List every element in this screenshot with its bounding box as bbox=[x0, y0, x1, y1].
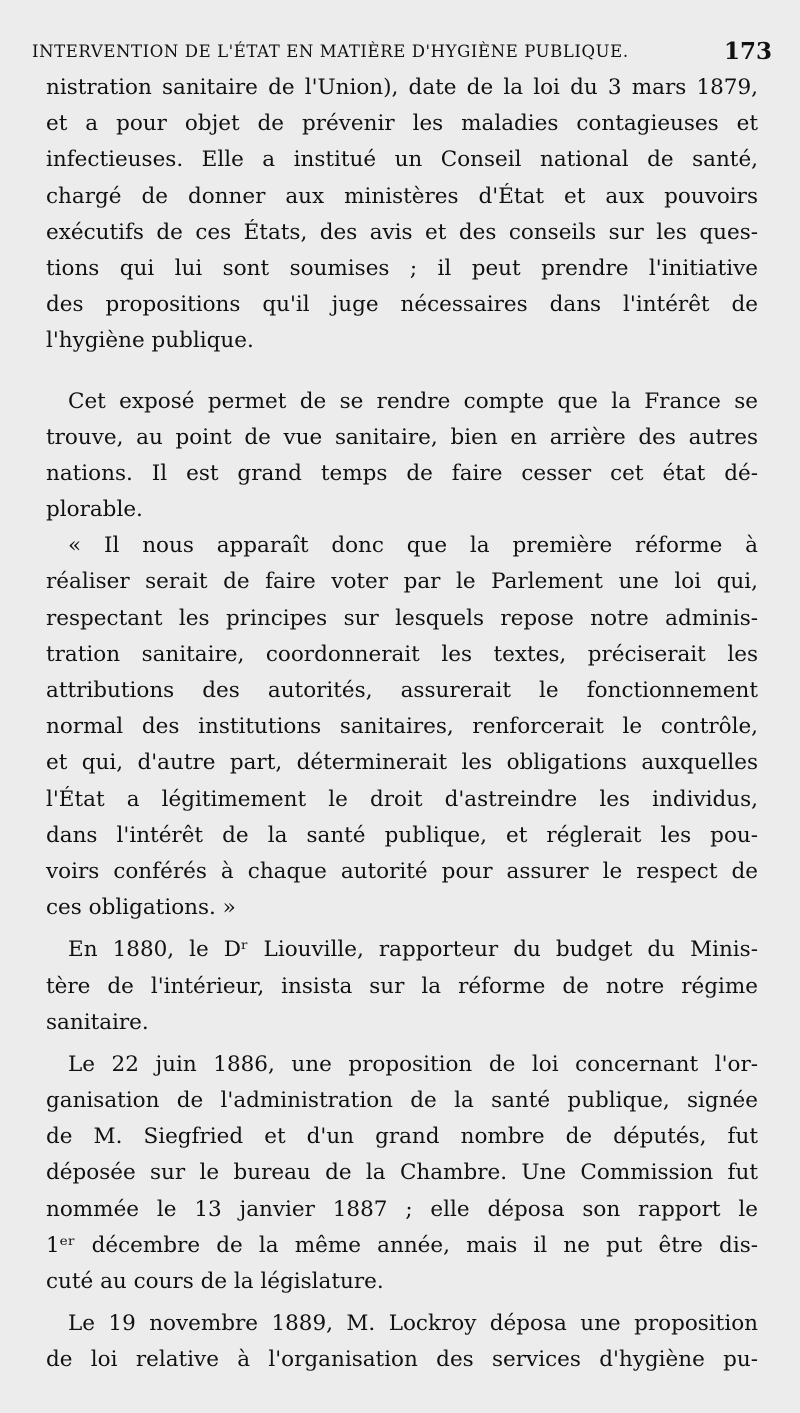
text-line: ganisation de l'administration de la santé publique, signée bbox=[46, 1088, 758, 1114]
text-line: infectieuses. Elle a institué un Conseil national de santé, bbox=[46, 147, 758, 173]
text-line: de loi relative à l'organisation des services d'hygiène pu- bbox=[46, 1347, 758, 1373]
text-line: Le 22 juin 1886, une proposition de loi concernant l'or- bbox=[68, 1051, 758, 1077]
text-line: tère de l'intérieur, insista sur la réforme de notre régime bbox=[46, 973, 758, 999]
text-line: sanitaire. bbox=[46, 1009, 149, 1035]
body-text bbox=[46, 70, 758, 1379]
text-line: En 1880, le Dʳ Liouville, rapporteur du budget du Minis- bbox=[68, 937, 758, 963]
text-line: attributions des autorités, assurerait le fonctionnement bbox=[46, 678, 758, 703]
paragraph bbox=[46, 932, 758, 1041]
text-line: des propositions qu'il juge nécessaires dans l'intérêt de bbox=[46, 292, 758, 318]
text-line: ces obligations. » bbox=[46, 895, 236, 921]
paragraph bbox=[46, 1306, 758, 1378]
text-line: 1ᵉʳ décembre de la même année, mais il ne put être dis- bbox=[46, 1232, 758, 1258]
text-line: Le 19 novembre 1889, M. Lockroy déposa une proposition bbox=[68, 1311, 758, 1337]
text-line: et a pour objet de prévenir les maladies contagieuses et bbox=[46, 111, 758, 137]
text-line: nations. Il est grand temps de faire cesser cet état dé- bbox=[46, 460, 758, 486]
text-line: chargé de donner aux ministères d'État et aux pouvoirs bbox=[46, 183, 758, 209]
text-line: normal des institutions sanitaires, renforcerait le contrôle, bbox=[46, 714, 758, 740]
text-line: exécutifs de ces États, des avis et des conseils sur les ques- bbox=[46, 219, 758, 245]
text-line: nistration sanitaire de l'Union), date de la loi du 3 mars 1879, bbox=[46, 75, 758, 100]
text-line: réaliser serait de faire voter par le Parlement une loi qui, bbox=[46, 569, 758, 595]
text-line: cuté au cours de la législature. bbox=[46, 1269, 384, 1294]
text-line: dans l'intérêt de la santé publique, et réglerait les pou- bbox=[46, 822, 758, 848]
text-line: et qui, d'autre part, déterminerait les obligations auxquelles bbox=[46, 750, 758, 776]
text-line: voirs conférés à chaque autorité pour assurer le respect de bbox=[46, 858, 758, 884]
paragraph bbox=[46, 1047, 758, 1300]
paragraph bbox=[46, 384, 758, 529]
text-line: Cet exposé permet de se rendre compte que la France se bbox=[68, 388, 758, 414]
paragraph bbox=[46, 528, 758, 926]
text-line: déposée sur le bureau de la Chambre. Une Commission fut bbox=[46, 1160, 758, 1186]
text-line: tions qui lui sont soumises ; il peut prendre l'initiative bbox=[46, 255, 758, 281]
text-line: de M. Siegfried et d'un grand nombre de députés, fut bbox=[46, 1124, 758, 1150]
text-line: plorable. bbox=[46, 497, 143, 523]
text-line: « Il nous apparaît donc que la première réforme à bbox=[68, 533, 758, 559]
text-line: trouve, au point de vue sanitaire, bien en arrière des autres bbox=[46, 424, 758, 450]
text-line: l'hygiène publique. bbox=[46, 328, 254, 354]
text-line: l'État a légitimement le droit d'astreindre les individus, bbox=[46, 786, 758, 812]
page-number: 173 bbox=[723, 38, 772, 65]
text-line: tration sanitaire, coordonnerait les textes, préciserait les bbox=[46, 641, 758, 667]
page-header bbox=[32, 38, 772, 68]
running-head: INTERVENTION DE L'ÉTAT EN MATIÈRE D'HYGIÈNE PUBLIQUE. bbox=[32, 42, 629, 61]
text-line: nommée le 13 janvier 1887 ; elle déposa son rapport le bbox=[46, 1196, 758, 1222]
paragraph bbox=[46, 70, 758, 360]
text-line: respectant les principes sur lesquels repose notre adminis- bbox=[46, 605, 758, 631]
